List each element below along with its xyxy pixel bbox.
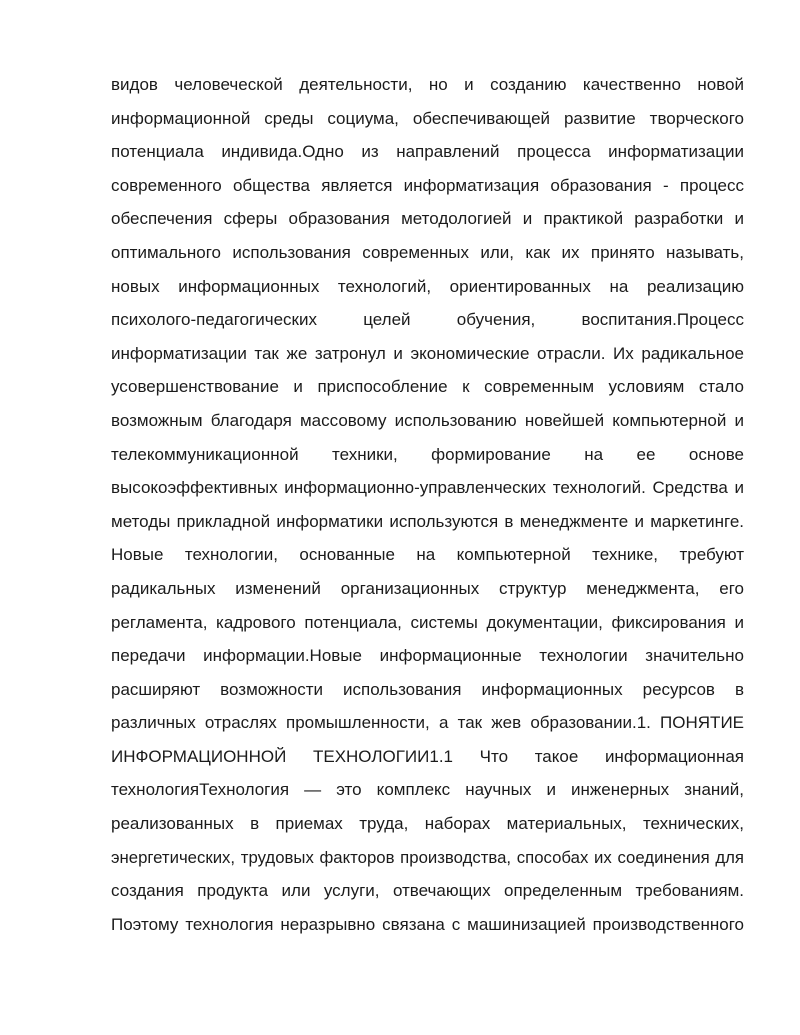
text-line: передачи информации.Новые информационные технологии значительно xyxy=(111,646,744,666)
text-line: методы прикладной информатики используются в менеджменте и маркетинге. xyxy=(111,511,744,531)
text-line: обеспечения сферы образования методологией и практикой разработки и xyxy=(111,209,744,229)
text-line: радикальных изменений организационных структур менеджмента, его xyxy=(111,578,744,598)
text-line: возможным благодаря массовому использованию новейшей компьютерной и xyxy=(111,410,744,430)
text-line: информатизации так же затронул и экономические отрасли. Их радикальное xyxy=(111,343,744,363)
text-line: телекоммуникационной техники, формирование на ее основе xyxy=(111,444,744,464)
text-line: новых информационных технологий, ориентированных на реализацию xyxy=(111,276,744,296)
text-line: Новые технологии, основанные на компьютерной технике, требуют xyxy=(111,545,744,565)
text-line: энергетических, трудовых факторов производства, способах их соединения для xyxy=(111,847,744,867)
text-line: реализованных в приемах труда, наборах материальных, технических, xyxy=(111,814,744,834)
text-line: высокоэффективных информационно-управленческих технологий. Средства и xyxy=(111,478,744,498)
text-line: современного общества является информатизация образования - процесс xyxy=(111,175,744,195)
text-line: психолого-педагогических целей обучения, воспитания.Процесс xyxy=(111,310,744,330)
document-page xyxy=(111,68,744,941)
text-line: усовершенствование и приспособление к современным условиям стало xyxy=(111,377,744,397)
text-line: потенциала индивида.Одно из направлений процесса информатизации xyxy=(111,142,744,162)
text-line: Поэтому технология неразрывно связана с машинизацией производственного xyxy=(111,914,744,934)
text-line: технологияТехнология — это комплекс научных и инженерных знаний, xyxy=(111,780,744,800)
text-line: различных отраслях промышленности, а так жев образовании.1. ПОНЯТИЕ xyxy=(111,713,744,733)
text-line: создания продукта или услуги, отвечающих определенным требованиям. xyxy=(111,881,744,901)
text-line: расширяют возможности использования информационных ресурсов в xyxy=(111,679,744,699)
text-line: информационной среды социума, обеспечивающей развитие творческого xyxy=(111,108,744,128)
text-line: ИНФОРМАЦИОННОЙ ТЕХНОЛОГИИ1.1 Что такое информационная xyxy=(111,746,744,766)
text-line: видов человеческой деятельности, но и созданию качественно новой xyxy=(111,75,744,94)
text-line: регламента, кадрового потенциала, системы документации, фиксирования и xyxy=(111,612,744,632)
text-line: оптимального использования современных или, как их принято называть, xyxy=(111,242,744,262)
